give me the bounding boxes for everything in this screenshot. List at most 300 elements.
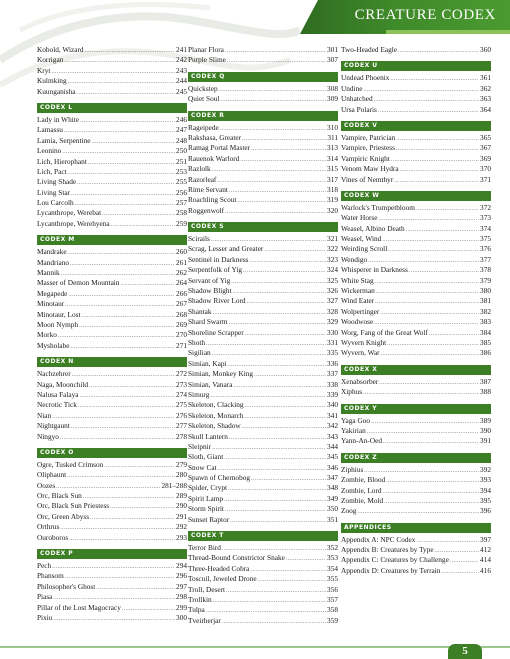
toc-entry[interactable] [37,390,187,400]
section-heading: CODEX O [37,448,187,458]
dot-leader [245,401,327,411]
entry-name: Lady in White [37,114,80,124]
toc-entry[interactable] [37,66,187,76]
toc-entry[interactable] [341,84,491,94]
entry-name: Orthrus [37,522,60,532]
dot-leader [230,516,326,526]
dot-leader [225,505,326,515]
dot-leader [58,331,175,341]
dot-leader [388,245,479,255]
toc-entry[interactable] [341,265,491,275]
toc-entry[interactable] [341,506,491,516]
entry-page: 416 [480,565,491,575]
toc-entry[interactable] [37,533,187,543]
toc-entry[interactable] [341,105,491,115]
entry-page: 308 [327,83,338,93]
entry-name: Masser of Demon Mountain [37,278,120,288]
toc-entry[interactable] [37,603,187,613]
dot-leader [380,308,479,318]
entry-name: Vampire, Priestess [341,143,395,153]
entry-page: 390 [480,425,491,435]
dot-leader [231,277,326,287]
dot-leader [90,513,175,523]
toc-entry[interactable] [341,244,491,254]
dot-leader [416,204,479,214]
entry-page: 299 [176,602,187,612]
toc-entry[interactable] [37,512,187,522]
toc-entry[interactable] [188,421,338,431]
toc-entry[interactable] [37,320,187,330]
entry-name: Kryt [37,65,51,75]
dot-leader [376,287,479,297]
toc-entry[interactable] [188,473,338,483]
dot-leader [264,245,326,255]
entry-name: Trollkin [188,594,212,604]
entry-name: Sigilian [188,348,211,358]
entry-page: 352 [327,543,338,553]
entry-page: 266 [176,288,187,298]
toc-entry[interactable] [341,475,491,485]
toc-entry[interactable] [37,299,187,309]
entry-page: 301 [327,45,338,54]
toc-entry[interactable] [188,317,338,327]
toc-entry[interactable] [188,175,338,185]
toc-entry[interactable] [188,185,338,195]
entry-name: Pillar of the Lost Magocracy [37,602,121,612]
section-heading: CODEX W [341,191,491,201]
entry-page: 383 [480,317,491,327]
toc-column-1 [37,45,187,623]
entry-page: 377 [480,254,491,264]
dot-leader [65,300,175,310]
entry-name: Necrotic Tick [37,400,77,410]
entry-name: Serpentfolk of Yig [188,265,243,275]
toc-entry[interactable] [341,133,491,143]
dot-leader [286,554,326,564]
toc-entry[interactable] [37,268,187,278]
toc-entry[interactable] [341,175,491,185]
dot-leader [67,471,175,481]
toc-entry[interactable] [37,198,187,208]
entry-page: 372 [480,202,491,212]
toc-entry[interactable] [188,307,338,317]
toc-entry[interactable] [341,154,491,164]
entry-name: Orc, Green Abyss [37,511,90,521]
entry-page: 329 [327,317,338,327]
toc-entry[interactable] [188,143,338,153]
entry-page: 330 [327,327,338,337]
entry-name: Sleipnir [188,441,212,451]
entry-name: Megapede [37,288,68,298]
entry-page: 375 [480,234,491,244]
toc-entry[interactable] [341,496,491,506]
entry-name: Toscuil, Jeweled Drone [188,574,257,584]
toc-entry[interactable] [37,289,187,299]
toc-entry[interactable] [37,613,187,623]
dot-leader [382,235,479,245]
toc-entry[interactable] [188,244,338,254]
entry-page: 362 [480,83,491,93]
toc-entry[interactable] [188,483,338,493]
entry-page: 256 [176,187,187,197]
entry-page: 251 [176,156,187,166]
toc-entry[interactable] [37,491,187,501]
toc-entry[interactable] [341,436,491,446]
entry-page: 276 [176,410,187,420]
toc-entry[interactable] [37,330,187,340]
dot-leader [64,56,175,66]
toc-entry[interactable] [37,501,187,511]
entry-name: Undine [341,83,363,93]
toc-entry[interactable] [188,154,338,164]
toc-entry[interactable] [341,224,491,234]
entry-name: Mandrake [37,247,67,257]
toc-entry[interactable] [37,115,187,125]
dot-leader [220,95,326,105]
entry-page: 361 [480,73,491,83]
toc-entry[interactable] [341,535,491,545]
toc-entry[interactable] [37,421,187,431]
toc-entry[interactable] [188,338,338,348]
toc-entry[interactable] [188,276,338,286]
toc-entry[interactable] [341,276,491,286]
entry-name: Mannik [37,268,60,278]
entry-page: 344 [327,441,338,451]
dot-leader [85,46,175,56]
entry-page: 348 [327,483,338,493]
entry-page: 318 [327,184,338,194]
entry-page: 258 [176,208,187,218]
entry-page: 326 [327,286,338,296]
toc-entry[interactable] [341,45,491,55]
toc-entry[interactable] [188,123,338,133]
toc-entry[interactable] [188,84,338,94]
toc-entry[interactable] [188,94,338,104]
toc-entry[interactable] [341,377,491,387]
toc-entry[interactable] [37,87,187,97]
entry-name: Kuunganisha [37,86,76,96]
dot-leader [357,507,479,517]
toc-entry[interactable] [188,442,338,452]
section-heading: CODEX V [341,121,491,131]
toc-entry[interactable] [188,452,338,462]
toc-entry[interactable] [188,411,338,421]
entry-name: Planar Flora [188,45,224,54]
toc-entry[interactable] [188,164,338,174]
entry-page: 317 [327,174,338,184]
toc-entry[interactable] [37,592,187,602]
entry-name: Minotaur [37,299,65,309]
toc-entry[interactable] [188,206,338,216]
dot-leader [217,176,326,186]
entry-page: 381 [480,296,491,306]
toc-entry[interactable] [188,574,338,584]
toc-entry[interactable] [37,278,187,288]
toc-entry[interactable] [37,188,187,198]
entry-page: 359 [327,615,338,625]
toc-entry[interactable] [188,255,338,265]
toc-entry[interactable] [188,133,338,143]
dot-leader [82,311,176,321]
toc-entry[interactable] [341,348,491,358]
entry-page: 355 [327,574,338,584]
toc-entry[interactable] [37,411,187,421]
toc-entry[interactable] [341,387,491,397]
footer-rule [0,646,510,648]
toc-entry[interactable] [188,616,338,626]
entry-name: Quiet Soul [188,94,220,104]
dot-leader [78,401,175,411]
toc-entry[interactable] [37,177,187,187]
entry-name: Shard Swarm [188,317,228,327]
dot-leader [96,583,175,593]
toc-entry[interactable] [341,426,491,436]
toc-entry[interactable] [37,136,187,146]
entry-name: Piasa [37,592,53,602]
page-title: CREATURE CODEX [354,7,496,23]
entry-name: Terror Bird [188,543,221,553]
entry-name: Ramag Portal Master [188,143,251,153]
entry-name: Xiphus [341,387,363,397]
toc-entry[interactable] [341,213,491,223]
entry-name: Simian, Vanara [188,379,233,389]
entry-name: Lou Carcolh [37,198,74,208]
entry-name: Ziphius [341,464,364,474]
toc-entry[interactable] [37,258,187,268]
dot-leader [52,412,175,422]
toc-entry[interactable] [188,390,338,400]
toc-entry[interactable] [188,348,338,358]
toc-entry[interactable] [341,307,491,317]
toc-entry[interactable] [37,247,187,257]
section-heading: CODEX M [37,235,187,245]
entry-page: 273 [176,379,187,389]
toc-entry[interactable] [37,341,187,351]
entry-name: Thread-Bound Constrictor Snake [188,553,285,563]
toc-entry[interactable] [37,522,187,532]
entry-page: 336 [327,358,338,368]
toc-entry[interactable] [37,157,187,167]
entry-name: Two-Headed Eagle [341,45,398,54]
toc-entry[interactable] [188,45,338,55]
dot-leader [254,370,326,380]
entry-page: 354 [327,563,338,573]
dot-leader [251,474,326,484]
entry-name: Kobold, Wizard [37,45,84,54]
entry-page: 319 [327,195,338,205]
toc-column-3 [341,45,491,576]
dot-leader [69,534,175,544]
toc-entry[interactable] [188,265,338,275]
entry-name: Yakirian [341,425,366,435]
toc-entry[interactable] [37,470,187,480]
toc-entry[interactable] [188,595,338,605]
toc-entry[interactable] [341,328,491,338]
toc-entry[interactable] [188,328,338,338]
toc-entry[interactable] [341,555,491,565]
entry-name: Wyvern, War [341,348,380,358]
toc-entry[interactable] [188,234,338,244]
toc-entry[interactable] [37,167,187,177]
toc-entry[interactable] [188,504,338,514]
entry-page: 338 [327,379,338,389]
entry-page: 360 [480,45,491,54]
toc-entry[interactable] [37,125,187,135]
dot-leader [212,349,326,359]
dot-leader [212,165,326,175]
section-heading: CODEX Q [188,72,338,82]
toc-entry[interactable] [37,76,187,86]
entry-name: Appendix A: NPC Codex [341,534,416,544]
entry-page: 353 [327,553,338,563]
entry-name: Sloth, Giant [188,452,224,462]
toc-entry[interactable] [341,255,491,265]
toc-entry[interactable] [37,460,187,470]
entry-name: Roachling Scout [188,195,237,205]
dot-leader [371,417,479,427]
entry-page: 323 [327,254,338,264]
dot-leader [251,144,326,154]
entry-name: Zoog [341,506,357,516]
toc-entry[interactable] [188,463,338,473]
entry-name: Leonino [37,146,62,156]
dot-leader [104,461,175,471]
entry-page: 339 [327,389,338,399]
entry-name: Snow Cat [188,462,217,472]
toc-entry[interactable] [341,416,491,426]
toc-entry[interactable] [37,45,187,55]
toc-entry[interactable] [188,195,338,205]
dot-leader [70,342,175,352]
entry-name: Skeleton, Clacking [188,400,244,410]
entry-name: Living Star [37,187,71,197]
toc-entry[interactable] [37,55,187,65]
entry-name: Shoth [188,337,206,347]
toc-entry[interactable] [341,203,491,213]
entry-name: Mysholabe [37,340,70,350]
entry-name: Oozes [37,480,56,490]
entry-page: 310 [327,122,338,132]
dot-leader [242,422,326,432]
entry-name: Appendix D: Creatures by Terrain [341,565,441,575]
toc-entry[interactable] [341,94,491,104]
toc-entry[interactable] [341,545,491,555]
dot-leader [68,248,175,258]
toc-entry[interactable] [188,605,338,615]
dot-leader [228,484,326,494]
entry-name: Shadow Blight [188,286,232,296]
toc-entry[interactable] [188,553,338,563]
entry-name: Rauenok Warlord [188,153,240,163]
entry-page: 367 [480,143,491,153]
entry-page: 341 [327,410,338,420]
dot-leader [227,56,326,66]
toc-entry[interactable] [188,55,338,65]
toc-entry[interactable] [188,564,338,574]
toc-entry[interactable] [188,380,338,390]
dot-leader [226,586,326,596]
entry-page: 296 [176,571,187,581]
toc-entry[interactable] [37,561,187,571]
dot-leader [396,134,479,144]
toc-entry[interactable] [188,286,338,296]
dot-leader [60,523,175,533]
toc-entry[interactable] [188,359,338,369]
dot-leader [429,329,479,339]
entry-page: 255 [176,177,187,187]
dot-leader [68,290,175,300]
toc-entry[interactable] [37,571,187,581]
dot-leader [225,46,326,56]
entry-page: 275 [176,400,187,410]
entry-name: Ursa Polaris [341,104,377,114]
toc-entry[interactable] [341,286,491,296]
dot-leader [225,207,326,217]
toc-entry[interactable] [341,234,491,244]
toc-entry[interactable] [188,494,338,504]
toc-entry[interactable] [37,369,187,379]
dot-leader [383,487,480,497]
entry-page: 325 [327,275,338,285]
toc-entry[interactable] [341,486,491,496]
toc-entry[interactable] [37,219,187,229]
toc-entry[interactable] [37,481,187,491]
dot-leader [77,178,175,188]
entry-name: Oliphaunt [37,470,67,480]
entry-page: 331 [327,337,338,347]
entry-name: Undead Phoenix [341,73,390,83]
entry-name: Roggenwolf [188,205,225,215]
dot-leader [71,422,175,432]
toc-entry[interactable] [341,296,491,306]
toc-entry[interactable] [37,582,187,592]
dot-leader [53,614,175,624]
toc-entry[interactable] [188,543,338,553]
entry-name: Appendix C: Creatures by Challenge [341,555,449,565]
toc-entry[interactable] [37,380,187,390]
entry-page: 356 [327,584,338,594]
toc-entry[interactable] [341,566,491,576]
entry-name: Sunset Raptor [188,514,230,524]
entry-page: 259 [176,218,187,228]
dot-leader [250,565,326,575]
entry-name: Scrag, Lesser and Greater [188,244,264,254]
entry-name: Ouroboros [37,532,69,542]
toc-entry[interactable] [341,143,491,153]
toc-entry[interactable] [188,400,338,410]
toc-entry[interactable] [37,400,187,410]
toc-entry[interactable] [341,164,491,174]
toc-entry[interactable] [37,310,187,320]
toc-entry[interactable] [37,208,187,218]
toc-entry[interactable] [188,432,338,442]
dot-leader [233,287,326,297]
toc-entry[interactable] [188,515,338,525]
entry-page: 271 [176,340,187,350]
toc-entry[interactable] [37,146,187,156]
toc-entry[interactable] [341,338,491,348]
toc-entry[interactable] [188,369,338,379]
toc-entry[interactable] [341,317,491,327]
toc-entry[interactable] [341,465,491,475]
toc-entry[interactable] [188,585,338,595]
toc-entry[interactable] [341,73,491,83]
dot-leader [110,502,175,512]
entry-page: 378 [480,265,491,275]
toc-entry[interactable] [188,296,338,306]
entry-name: Water Horse [341,213,378,223]
toc-entry[interactable] [37,432,187,442]
